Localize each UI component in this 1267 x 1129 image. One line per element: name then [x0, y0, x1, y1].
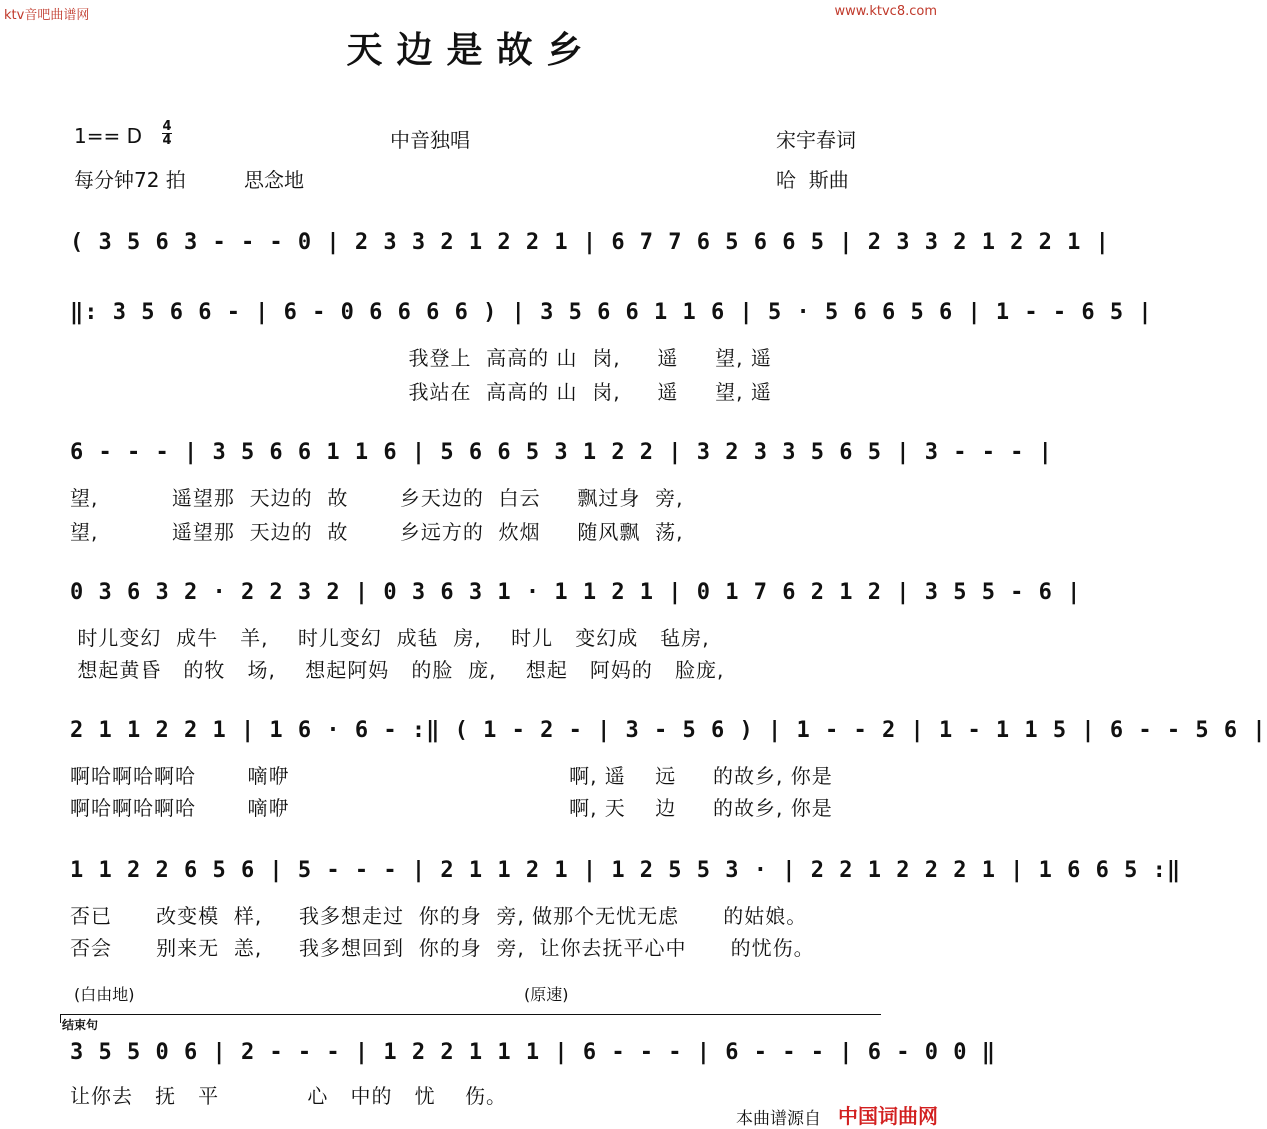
score-row-1 [70, 230, 1110, 266]
notation-line: 2 1 1 2 2 1 | 1 6 · 6 - :‖ ( 1 - 2 - | 3 - 5 6 ) | 1 - - 2 | 1 - 1 1 5 | 6 - - 5 6 | [70, 718, 1267, 743]
ending-label: 结束句 [62, 1018, 99, 1032]
lyric-verse-1: 望, 遥望那 天边的 故 乡天边的 白云 飘过身 旁, [70, 486, 684, 510]
lyric-verse-1: 我登上 高高的 山 岗, 遥 望, 遥 [70, 346, 772, 370]
lyric-verse-1: 否已 改变模 样, 我多想走过 你的身 旁, 做那个无忧无虑 的姑娘。 [70, 904, 808, 928]
time-signature-top: 4 [162, 119, 172, 134]
composer: 哈 斯曲 [776, 168, 849, 192]
score-row-7 [70, 1040, 996, 1076]
notation-line: ( 3 5 6 3 - - - 0 | 2 3 3 2 1 2 2 1 | 6 7 7 6 5 6 6 5 | 2 3 3 2 1 2 2 1 | [70, 230, 1110, 255]
footer-source-label: 本曲谱源自 [736, 1109, 821, 1129]
notation-line: 3 5 5 0 6 | 2 - - - | 1 2 2 1 1 1 | 6 - - - | 6 - - - | 6 - 0 0 ‖ [70, 1040, 996, 1065]
watermark-right: www.ktvc8.com [834, 4, 937, 19]
lyric-verse-1: 啊哈啊哈啊哈 嘀咿 啊, 遥 远 的故乡, 你是 [70, 764, 833, 788]
lyric-verse-2: 想起黄昏 的牧 场, 想起阿妈 的脸 庞, 想起 阿妈的 脸庞, [70, 658, 725, 682]
lyric-verse-1: 时儿变幻 成牛 羊, 时儿变幻 成毡 房, 时儿 变幻成 毡房, [70, 626, 710, 650]
original-tempo-marking: (原速) [524, 985, 569, 1004]
time-signature [162, 120, 172, 147]
performance-type: 中音独唱 [390, 128, 470, 152]
lyric-verse-2: 望, 遥望那 天边的 故 乡远方的 炊烟 随风飘 荡, [70, 520, 684, 544]
time-signature-bottom: 4 [162, 133, 172, 148]
lyric-ending: 让你去 抚 平 心 中的 忧 伤。 [70, 1084, 508, 1108]
footer-site-logo: 中国词曲网 [838, 1104, 938, 1128]
notation-line: 0 3 6 3 2 · 2 2 3 2 | 0 3 6 3 1 · 1 1 2 1 | 0 1 7 6 2 1 2 | 3 5 5 - 6 | [70, 580, 1082, 605]
key-signature: 1== D [74, 124, 142, 148]
song-title: 天边是故乡 [346, 29, 597, 71]
free-tempo-marking: (白由地) [74, 985, 135, 1004]
notation-line: ‖: 3 5 6 6 - | 6 - 0 6 6 6 6 ) | 3 5 6 6 1 1 6 | 5 · 5 6 6 5 6 | 1 - - 6 5 | [70, 300, 1153, 325]
lyric-verse-2: 啊哈啊哈啊哈 嘀咿 啊, 天 边 的故乡, 你是 [70, 796, 833, 820]
lyric-verse-2: 否会 别来无 恙, 我多想回到 你的身 旁, 让你去抚平心中 的忧伤。 [70, 936, 815, 960]
tempo: 每分钟72 拍 [74, 168, 186, 192]
expression: 思念地 [244, 168, 304, 192]
ending-bracket [60, 1014, 881, 1023]
score-row-2 [70, 300, 1153, 336]
score-row-6 [70, 858, 1182, 894]
lyricist: 宋宇春词 [776, 128, 856, 152]
notation-line: 6 - - - | 3 5 6 6 1 1 6 | 5 6 6 5 3 1 2 2 | 3 2 3 3 5 6 5 | 3 - - - | [70, 440, 1053, 465]
lyric-verse-2: 我站在 高高的 山 岗, 遥 望, 遥 [70, 380, 772, 404]
score-row-5 [70, 718, 1267, 754]
watermark-left: ktv音吧曲谱网 [4, 8, 90, 23]
score-row-4 [70, 580, 1082, 616]
notation-line: 1 1 2 2 6 5 6 | 5 - - - | 2 1 1 2 1 | 1 2 5 5 3 · | 2 2 1 2 2 2 1 | 1 6 6 5 :‖ [70, 858, 1182, 883]
score-row-3 [70, 440, 1053, 476]
